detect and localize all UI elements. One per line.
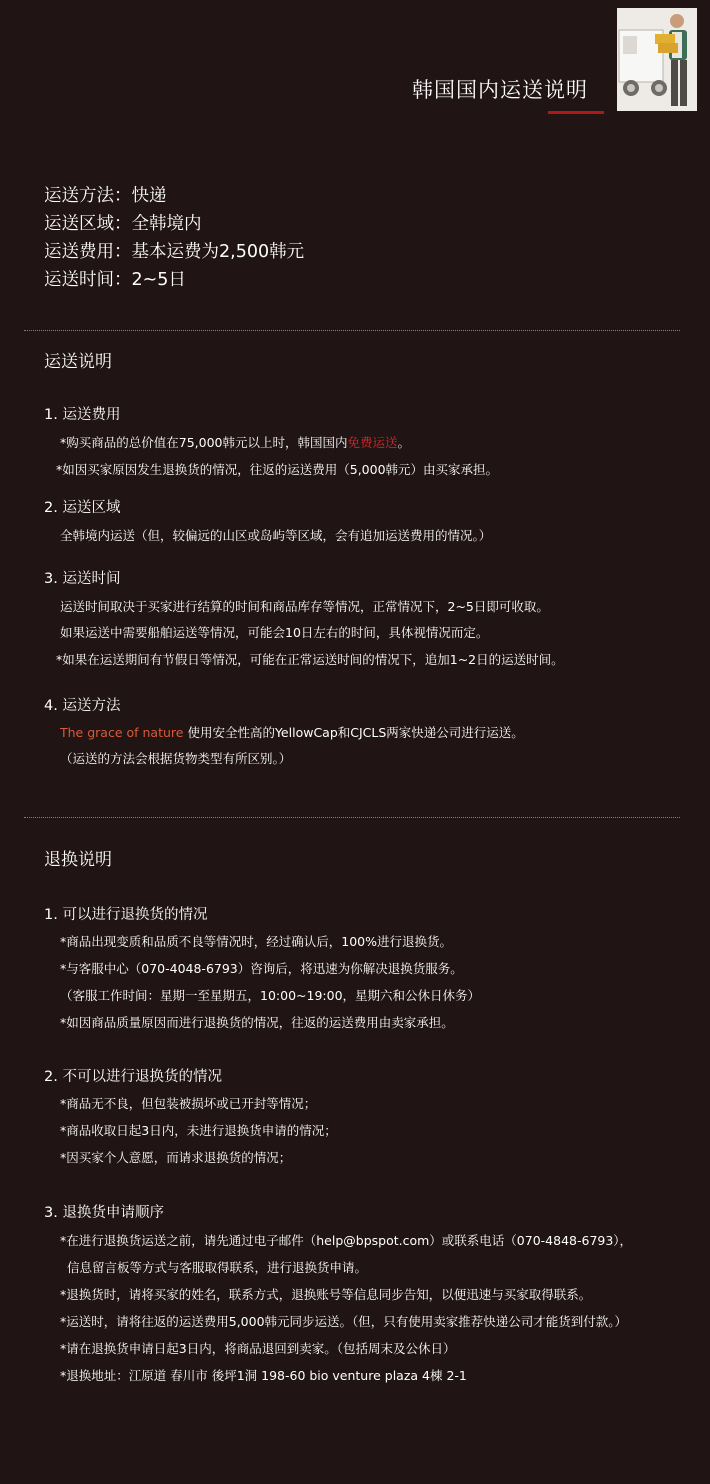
shipping-method-line-2: （运送的方法会根据货物类型有所区别。）: [60, 751, 292, 766]
summary-fee: 运送费用：基本运费为2,500韩元: [44, 242, 305, 262]
divider: [24, 817, 680, 818]
free-shipping-highlight: 免费运送: [347, 435, 398, 450]
returns-procedure-title: 3. 退换货申请顺序: [44, 1205, 164, 1221]
shipping-fee-line-1: *购买商品的总价值在75,000韩元以上时，韩国国内免费运送。: [60, 435, 411, 450]
returns-allowed-title: 1. 可以进行退换货的情况: [44, 907, 208, 923]
brand-name: The grace of nature: [60, 725, 184, 740]
shipping-section-title: 运送说明: [44, 352, 112, 372]
returns-procedure-line: *运送时，请将往返的运送费用5,000韩元同步运送。（但，只有使用卖家推荐快递公司才能货到付款。）: [60, 1314, 628, 1329]
shipping-area-line-1: 全韩境内运送（但，较偏远的山区或岛屿等区域，会有追加运送费用的情况。）: [60, 528, 492, 543]
shipping-time-line-1: 运送时间取决于买家进行结算的时间和商品库存等情况，正常情况下，2~5日即可收取。: [60, 599, 549, 614]
summary-method: 运送方法：快递: [44, 186, 167, 206]
shipping-area-title: 2. 运送区域: [44, 500, 121, 516]
returns-procedure-line: *退换货时，请将买家的姓名，联系方式，退换账号等信息同步告知，以便迅速与买家取得联系。: [60, 1287, 592, 1302]
shipping-fee-line-2: *如因买家原因发生退换货的情况，往返的运送费用（5,000韩元）由买家承担。: [56, 462, 499, 477]
delivery-man-photo: [617, 8, 697, 111]
shipping-time-line-2: 如果运送中需要船舶运送等情况，可能会10日左右的时间，具体视情况而定。: [60, 625, 489, 640]
shipping-fee-title: 1. 运送费用: [44, 407, 121, 423]
shipping-time-title: 3. 运送时间: [44, 571, 121, 587]
returns-allowed-line: （客服工作时间：星期一至星期五，10:00~19:00，星期六和公休日休务）: [60, 988, 481, 1003]
shipping-method-line-1: The grace of nature 使用安全性高的YellowCap和CJCLS两家快递公司进行运送。: [60, 725, 524, 740]
shipping-method-title: 4. 运送方法: [44, 698, 121, 714]
returns-not-allowed-line: *商品收取日起3日内，未进行退换货申请的情况；: [60, 1123, 337, 1138]
returns-procedure-line: 信息留言板等方式与客服取得联系，进行退换货申请。: [67, 1260, 368, 1275]
returns-procedure-line: *在进行退换货运送之前，请先通过电子邮件（help@bpspot.com）或联系电话（070-4848-6793），: [60, 1233, 633, 1248]
title-underline: [548, 111, 604, 114]
returns-address-line: *退换地址：江原道 春川市 後坪1洞 198-60 bio venture plaza 4棟 2-1: [60, 1368, 467, 1383]
summary-area: 运送区域：全韩境内: [44, 214, 202, 234]
returns-allowed-line: *与客服中心（070-4048-6793）咨询后，将迅速为你解决退换货服务。: [60, 961, 463, 976]
returns-not-allowed-title: 2. 不可以进行退换货的情况: [44, 1069, 222, 1085]
returns-not-allowed-line: *商品无不良，但包装被损坏或已开封等情况；: [60, 1096, 317, 1111]
shipping-time-line-3: *如果在运送期间有节假日等情况，可能在正常运送时间的情况下，追加1~2日的运送时间。: [56, 652, 564, 667]
shipping-summary: [44, 182, 304, 294]
returns-not-allowed-line: *因买家个人意愿，而请求退换货的情况；: [60, 1150, 292, 1165]
summary-time: 运送时间：2~5日: [44, 270, 186, 290]
returns-allowed-line: *如因商品质量原因而进行退换货的情况，往返的运送费用由卖家承担。: [60, 1015, 454, 1030]
returns-allowed-line: *商品出现变质和品质不良等情况时，经过确认后，100%进行退换货。: [60, 934, 452, 949]
returns-procedure-line: *请在退换货申请日起3日内，将商品退回到卖家。（包括周末及公休日）: [60, 1341, 456, 1356]
page-title: 韩国国内运送说明: [412, 78, 588, 102]
returns-section-title: 退换说明: [44, 850, 112, 870]
divider: [24, 330, 680, 331]
